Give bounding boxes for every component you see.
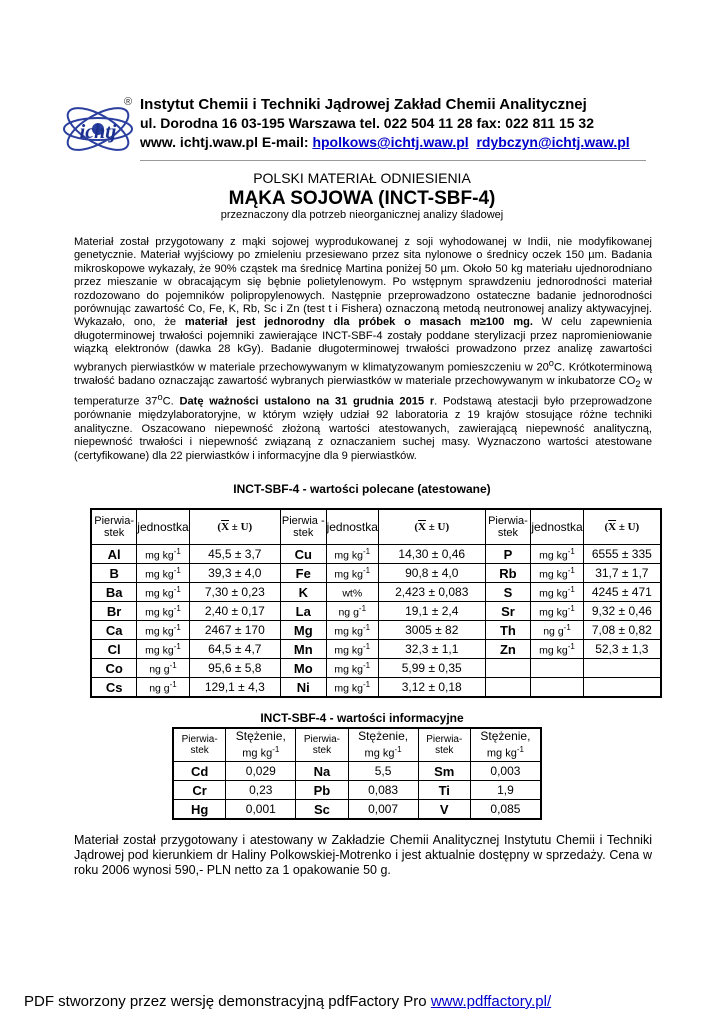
unit-cell: [531, 640, 583, 659]
unit-text: mg kg: [145, 568, 174, 581]
unit-exponent: -1: [173, 565, 181, 575]
element-cell: Ba: [91, 583, 137, 602]
institute-address: ul. Dorodna 16 03-195 Warszawa tel. 022 504 11 28 fax: 022 811 15 32: [140, 115, 594, 131]
value-cell: 0,23: [226, 781, 296, 800]
unit-text: mg kg: [145, 625, 174, 638]
value-cell: 5,99 ± 0,35: [378, 659, 485, 678]
unit-exponent: -1: [173, 622, 181, 632]
value-cell: 5,5: [348, 762, 418, 781]
unit-text: mg kg: [334, 682, 363, 695]
table-row: [173, 800, 541, 820]
header-element: Pierwia-stek: [485, 509, 531, 545]
concentration-unit: [349, 743, 418, 761]
unit-text: ng g: [543, 625, 564, 638]
value-cell: 1,9: [470, 781, 541, 800]
value-cell: 64,5 ± 4,7: [189, 640, 280, 659]
table-row: [91, 602, 661, 621]
header-unit: jednostka: [531, 509, 583, 545]
element-cell: Sm: [418, 762, 470, 781]
value-cell: 7,30 ± 0,23: [189, 583, 280, 602]
unit-text: mg kg: [486, 747, 517, 760]
unit-text: ng g: [149, 682, 170, 695]
unit-text: mg kg: [364, 747, 395, 760]
unit-cell: [531, 659, 583, 678]
element-cell: Th: [485, 621, 531, 640]
element-cell: Mg: [280, 621, 326, 640]
element-cell: Sc: [296, 800, 348, 820]
unit-cell: [137, 583, 189, 602]
element-cell: P: [485, 545, 531, 564]
unit-cell: [137, 640, 189, 659]
table-row: [91, 545, 661, 564]
unit-text: mg kg: [539, 587, 568, 600]
header-element: Pierwia-stek: [91, 509, 137, 545]
unit-cell: [137, 545, 189, 564]
email-link-1[interactable]: hpolkows@ichtj.waw.pl: [312, 134, 469, 150]
value-cell: 9,32 ± 0,46: [583, 602, 661, 621]
unit-exponent: -1: [362, 622, 371, 632]
table-row: [91, 621, 661, 640]
value-cell: 6555 ± 335: [583, 545, 661, 564]
value-cell: 39,3 ± 4,0: [189, 564, 280, 583]
table-row: [91, 564, 661, 583]
table-row: [173, 762, 541, 781]
header-element: Pierwia -stek: [280, 509, 326, 545]
unit-cell: [137, 678, 189, 698]
element-cell: Cl: [91, 640, 137, 659]
value-cell: 95,6 ± 5,8: [189, 659, 280, 678]
unit-cell: [137, 602, 189, 621]
unit-text: mg kg: [539, 644, 568, 657]
table-row: [91, 583, 661, 602]
certified-values-table: [90, 508, 662, 698]
unit-text: mg kg: [145, 549, 174, 562]
value-cell: 45,5 ± 3,7: [189, 545, 280, 564]
value-cell: 7,08 ± 0,82: [583, 621, 661, 640]
registered-mark: ®: [124, 96, 133, 108]
concentration-label: Stężenie,: [235, 728, 286, 743]
value-cell: [583, 678, 661, 698]
unit-text: mg kg: [334, 549, 363, 562]
unit-exponent: -1: [567, 641, 575, 651]
value-cell: 90,8 ± 4,0: [378, 564, 485, 583]
element-cell: La: [280, 602, 326, 621]
value-cell: 32,3 ± 1,1: [378, 640, 485, 659]
unit-text: ng g: [149, 663, 170, 676]
header-unit: jednostka: [326, 509, 378, 545]
element-cell: Hg: [173, 800, 226, 820]
element-cell: S: [485, 583, 531, 602]
element-cell: Mo: [280, 659, 326, 678]
value-cell: 14,30 ± 0,46: [378, 545, 485, 564]
header-element: Pierwia-stek: [418, 728, 470, 762]
unit-text: mg kg: [539, 606, 568, 619]
unit-exponent: -1: [567, 584, 575, 594]
element-cell: Br: [91, 602, 137, 621]
unit-exponent: -1: [362, 565, 371, 575]
information-values-table: [172, 727, 542, 820]
element-cell: Cr: [173, 781, 226, 800]
element-cell: Zn: [485, 640, 531, 659]
value-cell: 2,40 ± 0,17: [189, 602, 280, 621]
element-cell: Cu: [280, 545, 326, 564]
doc-subtitle: przeznaczony dla potrzeb nieorganicznej analizy śladowej: [220, 209, 504, 221]
unit-cell: [137, 659, 189, 678]
unit-cell: [326, 621, 378, 640]
element-cell: Fe: [280, 564, 326, 583]
header-value: $(\overline{X} \pm U)$: [583, 509, 661, 545]
table-header-row: [91, 509, 661, 545]
unit-cell: [326, 678, 378, 698]
unit-cell: [326, 583, 378, 602]
element-cell: K: [280, 583, 326, 602]
value-cell: 19,1 ± 2,4: [378, 602, 485, 621]
header-concentration: [348, 728, 418, 762]
header-unit: jednostka: [137, 509, 189, 545]
doc-title: MĄKA SOJOWA (INCT-SBF-4): [228, 188, 496, 209]
unit-text: mg kg: [334, 625, 363, 638]
value-cell: 2467 ± 170: [189, 621, 280, 640]
unit-text: wt%: [342, 587, 363, 600]
unit-exponent: -1: [169, 679, 177, 689]
table-row: [173, 781, 541, 800]
pdffactory-link[interactable]: www.pdffactory.pl/: [430, 993, 552, 1010]
value-cell: 31,7 ± 1,7: [583, 564, 661, 583]
unit-exponent: -1: [516, 744, 524, 754]
unit-text: mg kg: [334, 663, 363, 676]
unit-exponent: -1: [567, 603, 575, 613]
element-cell: [485, 678, 531, 698]
unit-exponent: -1: [173, 584, 181, 594]
unit-exponent: -1: [567, 565, 575, 575]
table-row: [91, 659, 661, 678]
element-cell: Ti: [418, 781, 470, 800]
unit-exponent: -1: [567, 546, 575, 556]
unit-cell: [137, 621, 189, 640]
institute-header: [140, 95, 630, 152]
email-link-2[interactable]: rdybczyn@ichtj.waw.pl: [476, 134, 630, 150]
unit-cell: [326, 602, 378, 621]
unit-exponent: -1: [394, 744, 402, 754]
table-header-row: [173, 728, 541, 762]
unit-exponent: -1: [173, 603, 181, 613]
header-concentration: [470, 728, 541, 762]
value-cell: 4245 ± 471: [583, 583, 661, 602]
unit-exponent: -1: [362, 660, 371, 670]
element-cell: Ni: [280, 678, 326, 698]
unit-cell: [531, 602, 583, 621]
value-cell: 2,423 ± 0,083: [378, 583, 485, 602]
value-cell: 0,083: [348, 781, 418, 800]
unit-text: mg kg: [539, 568, 568, 581]
header-element: Pierwia-stek: [296, 728, 348, 762]
unit-exponent: -1: [362, 641, 371, 651]
value-cell: [583, 659, 661, 678]
table1-caption: INCT-SBF-4 - wartości polecane (atestowane): [233, 482, 491, 496]
element-cell: Al: [91, 545, 137, 564]
value-cell: 0,001: [226, 800, 296, 820]
element-cell: [485, 659, 531, 678]
value-cell: 52,3 ± 1,3: [583, 640, 661, 659]
element-cell: Na: [296, 762, 348, 781]
unit-exponent: -1: [362, 546, 371, 556]
institute-contact: www. ichtj.waw.pl E-mail: hpolkows@ichtj.waw.pl rdybczyn@ichtj.waw.pl: [140, 134, 630, 150]
element-cell: V: [418, 800, 470, 820]
header-element: Pierwia-stek: [173, 728, 226, 762]
unit-text: mg kg: [242, 747, 273, 760]
element-cell: Rb: [485, 564, 531, 583]
header-concentration: [226, 728, 296, 762]
element-cell: Pb: [296, 781, 348, 800]
table2-caption: INCT-SBF-4 - wartości informacyjne: [260, 711, 464, 725]
unit-exponent: -1: [362, 679, 371, 689]
unit-text: mg kg: [334, 644, 363, 657]
element-cell: Co: [91, 659, 137, 678]
unit-cell: [326, 545, 378, 564]
value-cell: 0,085: [470, 800, 541, 820]
unit-exponent: -1: [173, 641, 181, 651]
unit-cell: [326, 640, 378, 659]
table-row: [91, 640, 661, 659]
value-cell: 3,12 ± 0,18: [378, 678, 485, 698]
unit-text: mg kg: [145, 587, 174, 600]
unit-cell: [531, 564, 583, 583]
unit-cell: [531, 545, 583, 564]
description-paragraph: Materiał został przygotowany z mąki sojowej wyprodukowanej z soji wyhodowanej w Indii, nie modyfikowanej genetycznie. Materiał wyjściowy po zmieleniu przesiewano przez sita nylonowe o średnicy oczek 150 µm. Badania mikroskopowe wykazały, że 90% cząstek ma średnicę Martina poniżej 50 µm. Około 50 kg materiału ujednorodniano przez mieszanie w obracającym się bębnie polietylenowym. Po wstępnym sprawdzeniu jednorodności materiał rozdozowano do pojemników polipropylenowych. Następnie przeprowadzono ostateczne badanie jednorodności porównując zawartość Co, Fe, K, Rb, Sc i Zn (test t i Fishera) oznaczoną metodą neutronowej analizy aktywacyjnej. Wykazało, ono, że materiał jest jednorodny dla próbek o masach m≥100 mg. W celu zapewnienia długoterminowej trwałości pojemniki zawierające INCT-SBF-4 zostały poddane sterylizacji przez napromieniowanie wiązką elektronów (dawka 28 kGy). Badanie długoterminowej trwałości prowadzono przez analizę zawartości wybranych pierwiastków w materiale przechowywanym w klimatyzowanym pomieszczeniu w 20$^o$C. Krótkoterminową trwałość badano oznaczając zawartość wybranych pierwiastków w materiale przechowywanym w inkubatorze $CO_2$ w temperaturze 37$^o$C. Datę ważności ustalono na 31 grudnia 2015 r. Podstawą atestacji było przeprowadzone porównanie międzylaboratoryjne, w którym wzięły udział 92 laboratoria z 19 krajów stosujące różne techniki analityczne. Oszacowano niepewność złożoną wartości atestowanych, zawierającą niepewność analityczną, niepewność trwałości i niepewność związaną z oznaczaniem suchej masy. Wyznaczono wartości atestowane (certyfikowane) dla 22 pierwiastków i informacyjne dla 9 pierwiastków.: [74, 236, 653, 462]
unit-cell: [531, 678, 583, 698]
unit-text: mg kg: [539, 549, 568, 562]
element-cell: Mn: [280, 640, 326, 659]
closing-paragraph: Materiał został przygotowany i atestowany w Zakładzie Chemii Analitycznej Instytutu Chemii i Techniki Jądrowej pod kierunkiem dr Haliny Polkowskiej-Motrenko i jest aktualnie dostępny w sprzedaży. Cena w roku 2006 wynosi 590,- PLN netto za 1 opakowanie 50 g.: [74, 833, 652, 877]
concentration-label: Stężenie,: [358, 728, 409, 743]
unit-text: ng g: [338, 606, 359, 619]
concentration-label: Stężenie,: [480, 728, 531, 743]
unit-cell: [531, 583, 583, 602]
unit-text: mg kg: [334, 568, 363, 581]
value-cell: 129,1 ± 4,3: [189, 678, 280, 698]
header-value: $(\overline{X} \pm U)$: [378, 509, 485, 545]
institute-name: Instytut Chemii i Techniki Jądrowej Zakład Chemii Analitycznej: [140, 96, 587, 113]
unit-exponent: -1: [169, 660, 177, 670]
unit-cell: [137, 564, 189, 583]
unit-exponent: -1: [563, 622, 571, 632]
unit-cell: [326, 659, 378, 678]
unit-cell: [326, 564, 378, 583]
doc-supertitle: POLSKI MATERIAŁ ODNIESIENIA: [253, 170, 471, 186]
concentration-unit: [226, 743, 295, 761]
unit-exponent: -1: [173, 546, 181, 556]
unit-exponent: -1: [272, 744, 280, 754]
logo-text: ichtj: [79, 121, 117, 143]
unit-exponent: -1: [358, 603, 367, 613]
value-cell: 0,003: [470, 762, 541, 781]
element-cell: Cs: [91, 678, 137, 698]
value-cell: 0,007: [348, 800, 418, 820]
concentration-unit: [471, 743, 540, 761]
unit-text: mg kg: [145, 606, 174, 619]
value-cell: 3005 ± 82: [378, 621, 485, 640]
pdf-footer: PDF stworzony przez wersję demonstracyjną pdfFactory Pro www.pdffactory.pl/: [24, 993, 552, 1010]
element-cell: Cd: [173, 762, 226, 781]
value-cell: 0,029: [226, 762, 296, 781]
header-divider: [140, 160, 646, 161]
table-row: [91, 678, 661, 698]
unit-cell: [531, 621, 583, 640]
element-cell: Sr: [485, 602, 531, 621]
unit-text: mg kg: [145, 644, 174, 657]
element-cell: Ca: [91, 621, 137, 640]
element-cell: B: [91, 564, 137, 583]
header-value: $(\overline{X} \pm U)$: [189, 509, 280, 545]
